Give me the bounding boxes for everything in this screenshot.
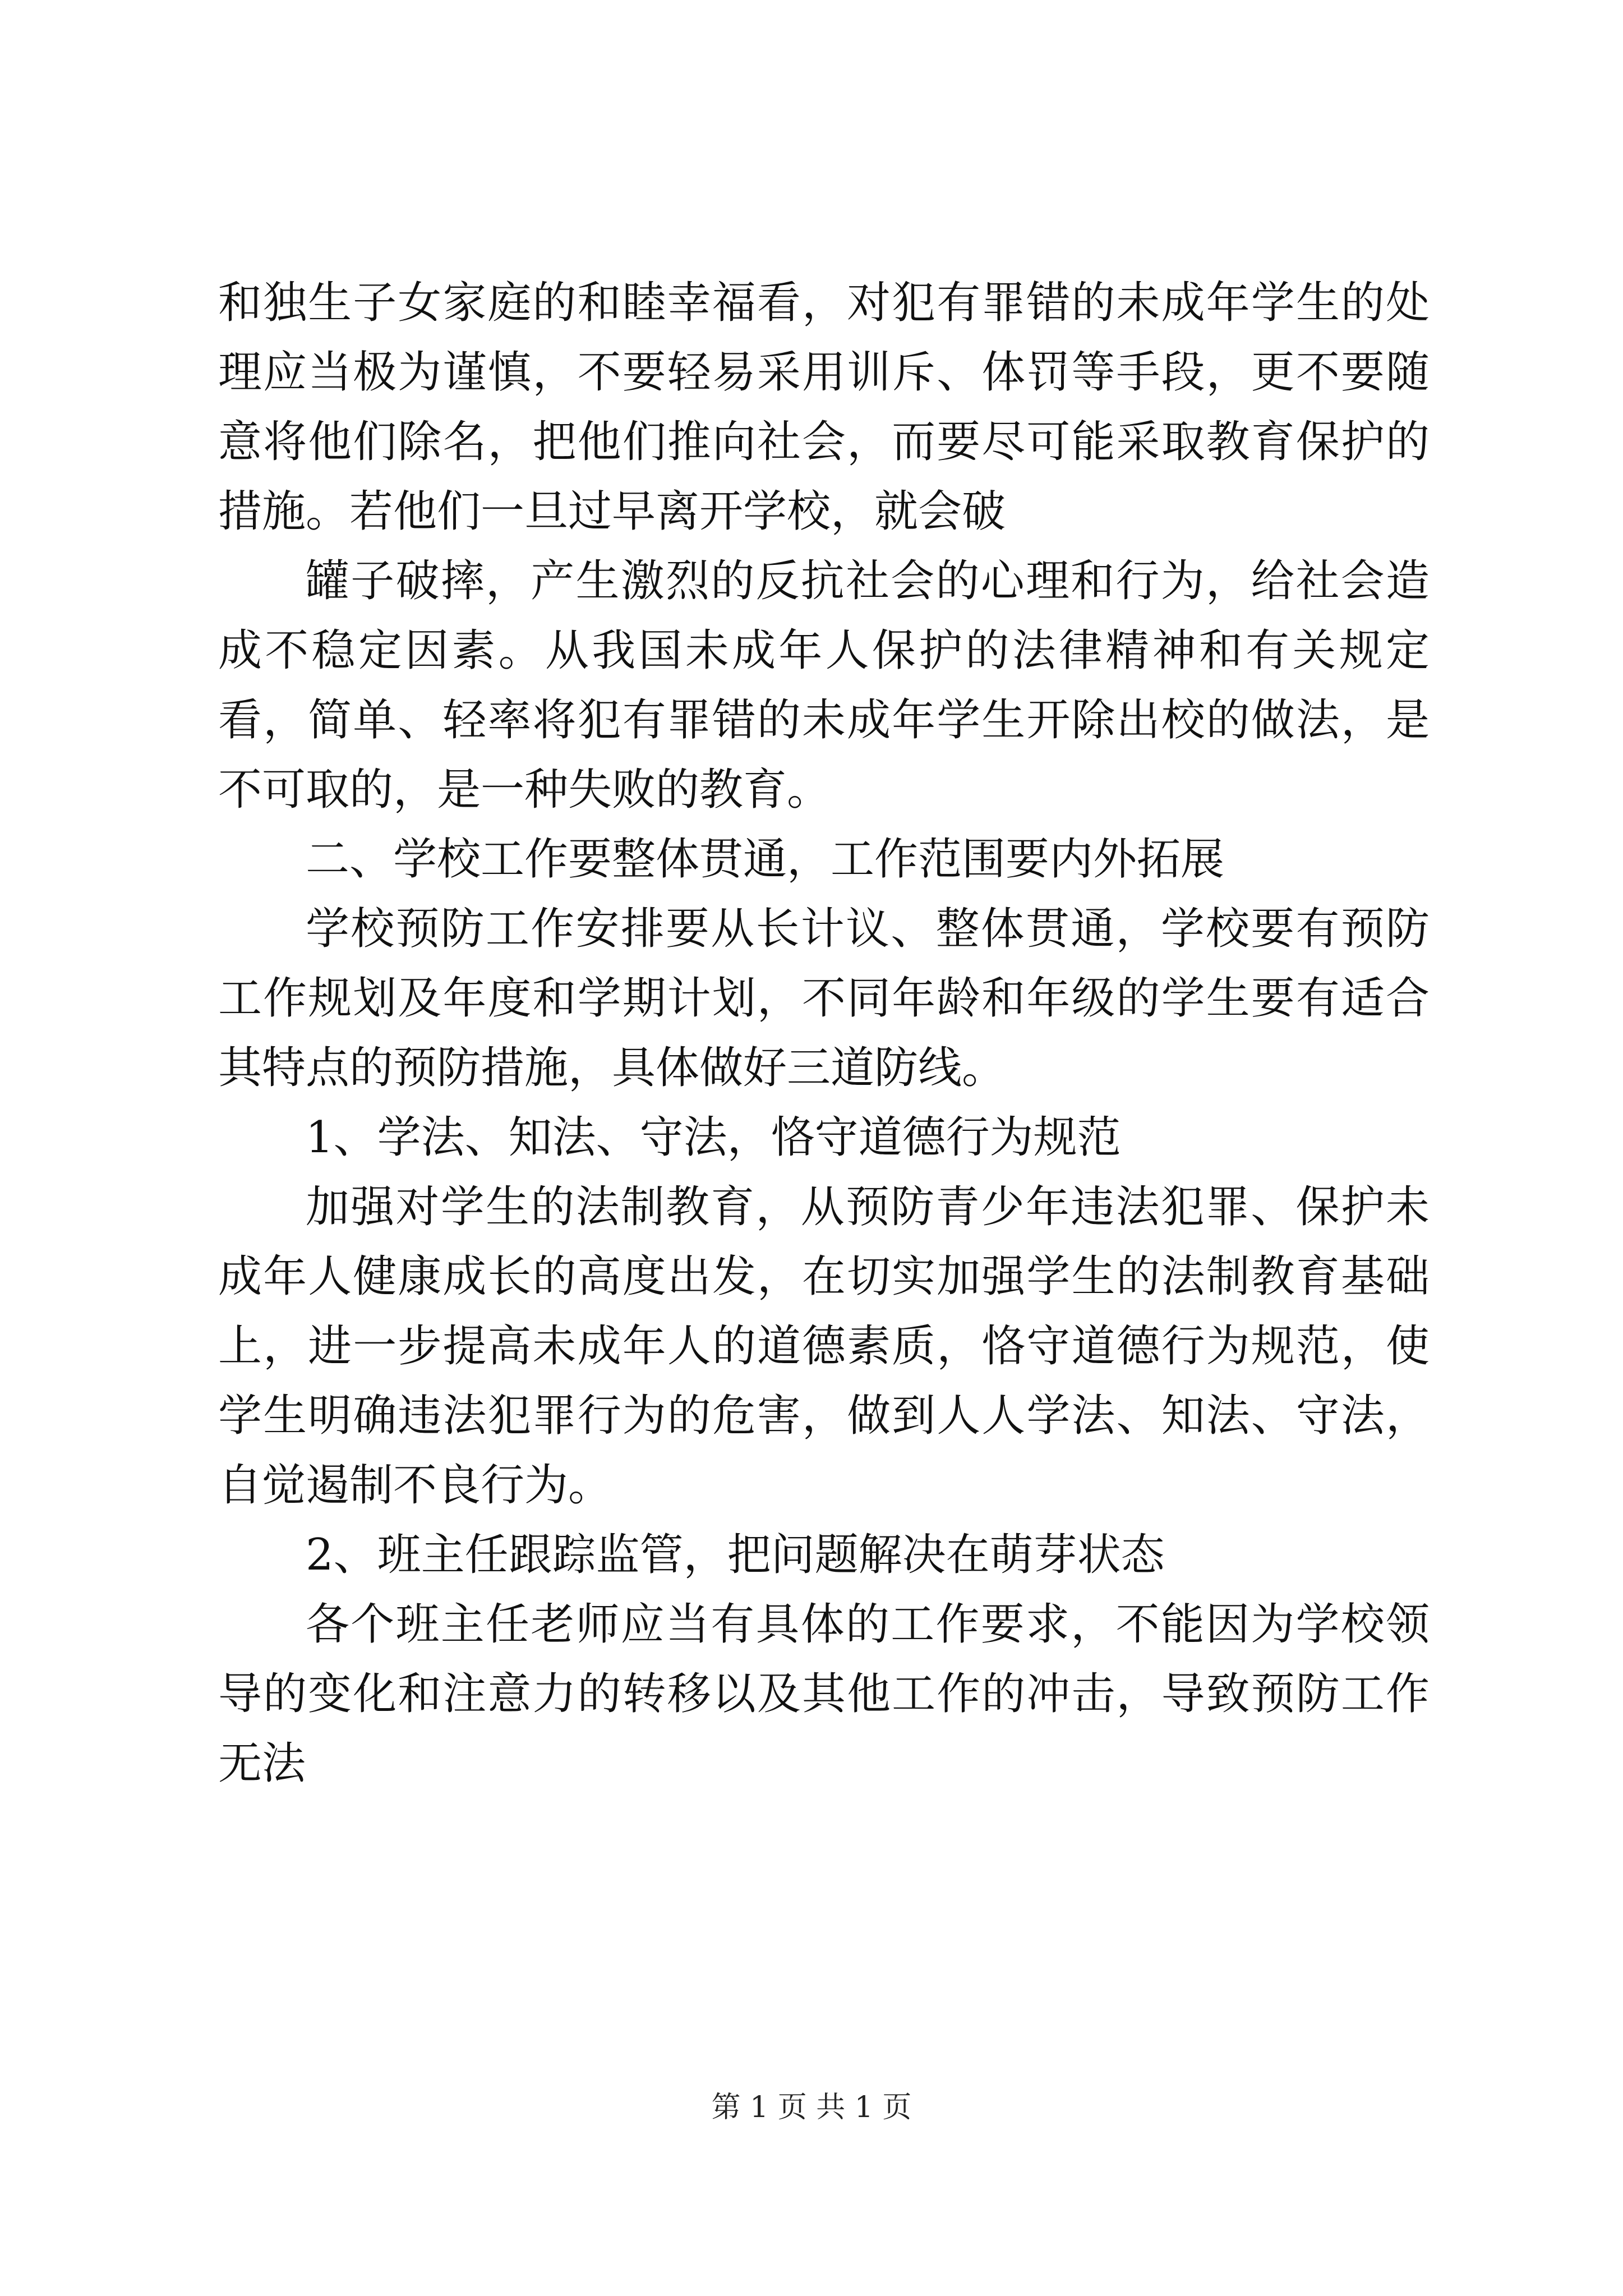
subsection-heading-1: 1、学法、知法、守法，恪守道德行为规范 (306, 1112, 1121, 1163)
paragraph-3: 学校预防工作安排要从长计议、整体贯通，学校要有预防工作规划及年度和学期计划，不同年龄和年级的学生要有适合其特点的预防措施，具体做好三道防线。 (218, 904, 1430, 1093)
paragraph-4: 加强对学生的法制教育，从预防青少年违法犯罪、保护未成年人健康成长的高度出发，在切实加强学生的法制教育基础上，进一步提高未成年人的道德素质，恪守道德行为规范，使学生明确违法犯罪行为的危害，做到人人学法、知法、守法，自觉遏制不良行为。 (218, 1182, 1430, 1511)
section-heading-2: 二、学校工作要整体贯通，工作范围要内外拓展 (306, 834, 1225, 885)
document-body (218, 268, 1430, 1798)
page-footer: 第 1 页 共 1 页 (711, 2091, 912, 2124)
paragraph-5: 各个班主任老师应当有具体的工作要求，不能因为学校领导的变化和注意力的转移以及其他工作的冲击，导致预防工作无法 (218, 1599, 1430, 1789)
paragraph-2: 罐子破摔，产生激烈的反抗社会的心理和行为，给社会造成不稳定因素。从我国未成年人保护的法律精神和有关规定看，简单、轻率将犯有罪错的未成年学生开除出校的做法，是不可取的，是一种失败的教育。 (218, 556, 1430, 815)
paragraph-1: 和独生子女家庭的和睦幸福看，对犯有罪错的未成年学生的处理应当极为谨慎，不要轻易采用训斥、体罚等手段，更不要随意将他们除名，把他们推向社会，而要尽可能采取教育保护的措施。若他们一旦过早离开学校，就会破 (218, 278, 1430, 537)
subsection-heading-2: 2、班主任跟踪监管，把问题解决在萌芽状态 (306, 1530, 1165, 1580)
